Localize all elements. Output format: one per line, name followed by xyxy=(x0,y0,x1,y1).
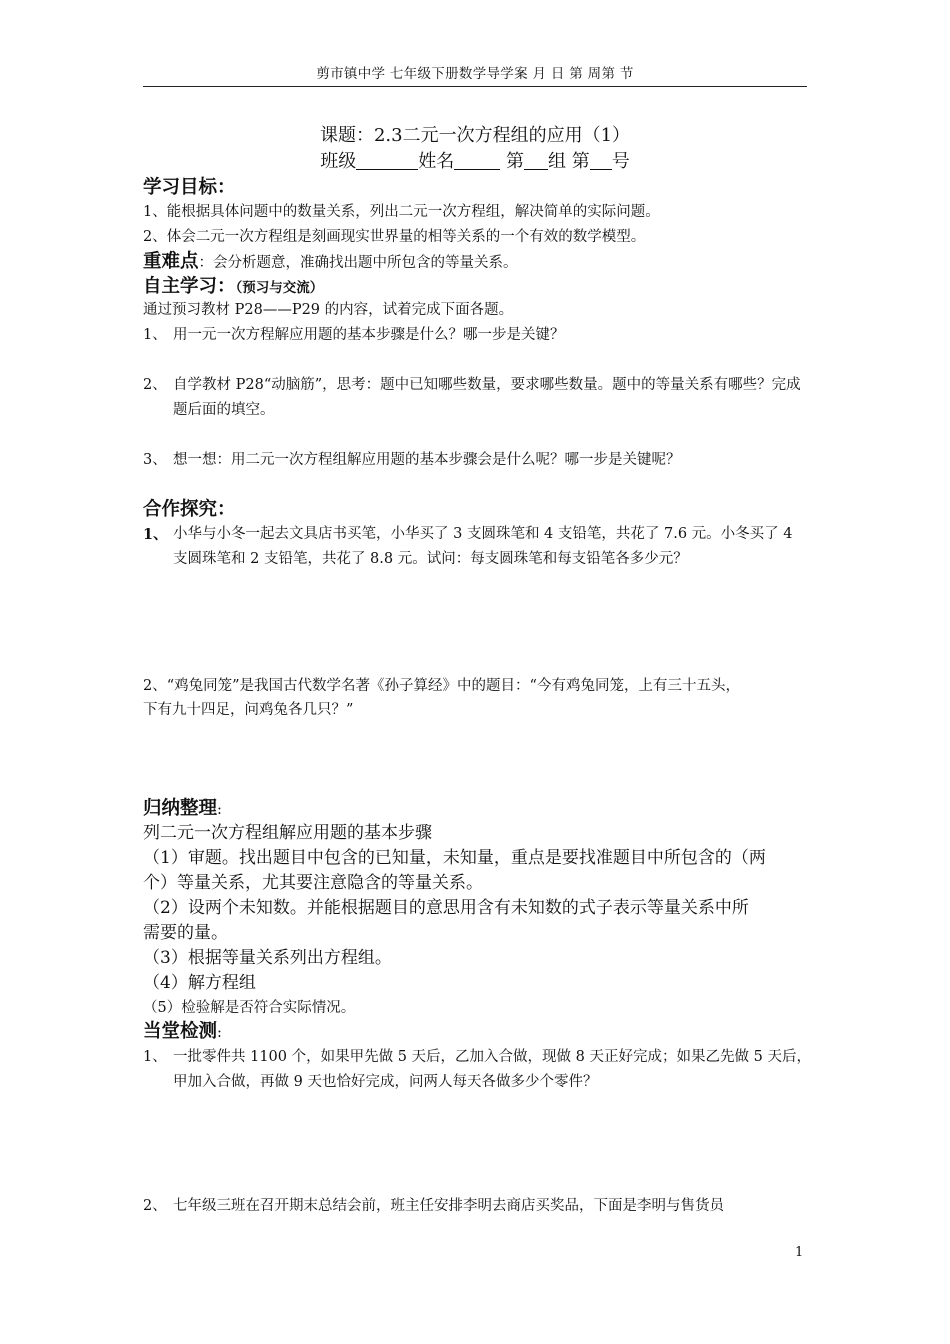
page-number: 1 xyxy=(795,1245,804,1260)
question-item xyxy=(143,448,811,473)
summary-line: 个）等量关系，尤其要注意隐含的等量关系。 xyxy=(143,873,483,893)
question-text: 想一想：用二元一次方程组解应用题的基本步骤会是什么呢？哪一步是关键呢？ xyxy=(173,452,681,468)
question-number: 2、 xyxy=(143,1198,167,1214)
question-text: 自学教材 P28“动脑筋”，思考：题中已知哪些数量，要求哪些数量。题中的等量关系有哪些？完成题后面的填空。 xyxy=(173,377,801,418)
self-study-section xyxy=(143,275,323,300)
check-colon: : xyxy=(217,1025,222,1041)
name-blank[interactable] xyxy=(454,151,500,170)
question-number: 3、 xyxy=(143,452,167,468)
question-item xyxy=(143,373,811,423)
class-label: 班级 xyxy=(320,151,357,172)
question-number: 1、 xyxy=(143,327,167,343)
page-header: 剪市镇中学 七年级下册数学导学案 月 日 第 周第 节 xyxy=(143,64,807,87)
question-number: 1、 xyxy=(143,526,168,543)
summary-line: 需要的量。 xyxy=(143,923,228,943)
group-label: 第 xyxy=(506,151,524,172)
difficulty-heading: 重难点 xyxy=(143,251,199,272)
question-number: 1、 xyxy=(143,1049,167,1065)
question-text: 七年级三班在召开期末总结会前，班主任安排李明去商店买奖品，下面是李明与售货员 xyxy=(173,1198,724,1214)
question-text: 小华与小冬一起去文具店书买笔，小华买了 3 支圆珠笔和 4 支铅笔，共花了 7.6 元。小冬买了 4 支圆珠笔和 2 支铅笔，共花了 8.8 元。试问：每支圆珠笔和每支铅笔各多少元？ xyxy=(173,526,793,567)
group-blank[interactable] xyxy=(524,151,548,170)
class-blank[interactable] xyxy=(356,151,418,170)
question-text: 下有九十四足，问鸡兔各几只？” xyxy=(143,702,354,718)
self-study-heading: 自主学习： xyxy=(143,276,236,297)
question-item xyxy=(143,522,811,572)
summary-line: （1）审题。找出题目中包含的已知量，未知量，重点是要找准题目中所包含的（两 xyxy=(143,848,766,868)
number-suffix: 号 xyxy=(611,151,630,172)
group-suffix: 组 第 xyxy=(548,151,590,172)
question-item xyxy=(143,1045,811,1095)
difficulty-text: ：会分析题意，准确找出题中所包含的等量关系。 xyxy=(198,255,518,271)
goal-item: 1、能根据具体问题中的数量关系，列出二元一次方程组，解决简单的实际问题。 xyxy=(143,204,660,220)
question-number: 2、 xyxy=(143,377,167,393)
summary-line: （5）检验解是否符合实际情况。 xyxy=(143,1000,356,1016)
goals-heading: 学习目标： xyxy=(143,177,236,198)
student-info-line xyxy=(143,150,807,174)
number-blank[interactable] xyxy=(590,151,612,170)
question-item xyxy=(143,1194,811,1219)
cooperate-heading: 合作探究： xyxy=(143,499,236,520)
check-section xyxy=(143,1020,222,1045)
question-text: 用一元一次方程解应用题的基本步骤是什么？哪一步是关键？ xyxy=(173,327,565,343)
question-item xyxy=(143,323,811,348)
summary-section xyxy=(143,797,222,822)
check-heading: 当堂检测 xyxy=(143,1021,218,1042)
difficulty-section xyxy=(143,250,518,275)
summary-line: 列二元一次方程组解应用题的基本步骤 xyxy=(143,823,432,843)
summary-line: （2）设两个未知数。并能根据题目的意思用含有未知数的式子表示等量关系中所 xyxy=(143,898,749,918)
summary-line: （4）解方程组 xyxy=(143,973,256,993)
summary-heading: 归纳整理 xyxy=(143,798,218,819)
summary-line: （3）根据等量关系列出方程组。 xyxy=(143,948,392,968)
name-label: 姓名 xyxy=(418,151,455,172)
self-study-intro: 通过预习教材 P28——P29 的内容，试着完成下面各题。 xyxy=(143,302,514,318)
goal-item: 2、体会二元一次方程组是刻画现实世界量的相等关系的一个有效的数学模型。 xyxy=(143,229,646,245)
lesson-title: 课题：2.3二元一次方程组的应用（1） xyxy=(319,125,631,146)
summary-colon: : xyxy=(217,802,222,818)
self-study-note: （预习与交流） xyxy=(235,280,324,296)
question-text: 2、“鸡兔同笼”是我国古代数学名著《孙子算经》中的题目：“今有鸡兔同笼，上有三十五头， xyxy=(143,678,740,694)
question-text: 一批零件共 1100 个，如果甲先做 5 天后，乙加入合做，现做 8 天正好完成；如果乙先做 5 天后，甲加入合做，再做 9 天也恰好完成，问两人每天各做多少个零件？ xyxy=(173,1049,811,1090)
